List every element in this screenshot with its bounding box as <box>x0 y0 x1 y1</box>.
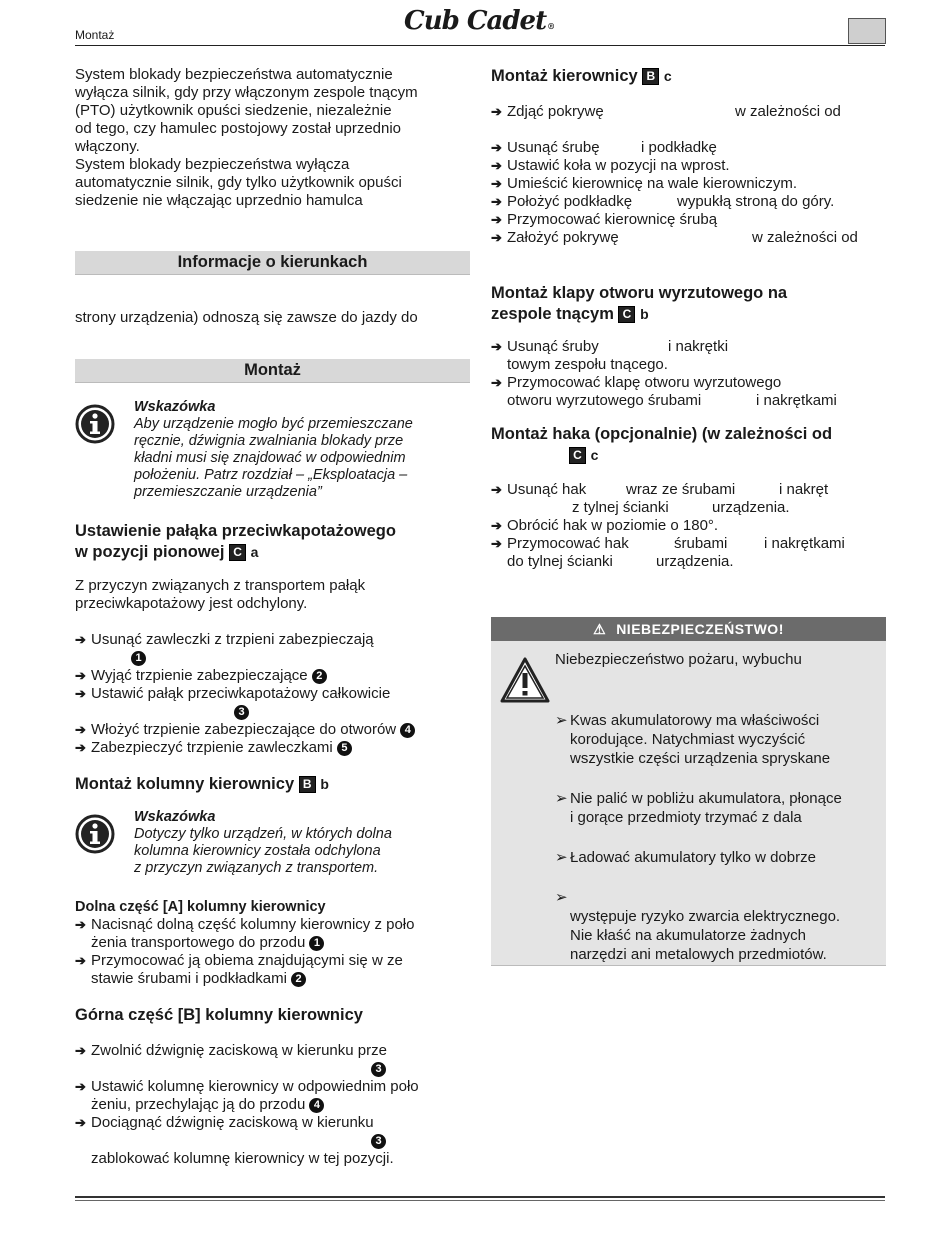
step <box>75 739 470 757</box>
step-text: i nakrętkami <box>764 535 845 552</box>
step <box>75 1078 470 1096</box>
figure-label: C <box>569 447 586 464</box>
danger-line: Ładować akumulatory tylko w dobrze <box>570 849 816 866</box>
step-text: i nakręt <box>779 481 829 498</box>
danger-bullet <box>555 789 881 827</box>
note-line: ręcznie, dźwignia zwalniania blokady prze <box>134 433 404 449</box>
brand-logo-text: Cub Cadet <box>404 6 547 36</box>
intro-line: System blokady bezpieczeństwa automatycznie <box>75 66 393 83</box>
step <box>491 175 886 193</box>
step-text: Dociągnąć dźwignię zaciskową w kierunku <box>91 1114 374 1131</box>
arrow-icon: ➔ <box>75 668 86 683</box>
step <box>491 374 886 392</box>
arrow-icon: ➔ <box>491 176 502 191</box>
right-column <box>491 66 886 571</box>
step-text: Zdjąć pokrywę <box>507 103 604 120</box>
header-section-title: Montaż <box>75 28 115 42</box>
danger-line: Nie palić w pobliżu akumulatora, płonące <box>570 790 842 807</box>
figure-label: B <box>642 68 659 85</box>
step <box>491 229 886 247</box>
step-text: Ustawić koła w pozycji na wprost. <box>507 157 730 174</box>
step-cont <box>75 703 470 721</box>
figure-sub: b <box>640 306 649 322</box>
note-line: kolumna kierownicy została odchylona <box>134 843 381 859</box>
rollbar-intro: przeciwkapotażowy jest odchylony. <box>75 595 308 612</box>
callout-number: 3 <box>234 705 249 720</box>
step-cont <box>75 1150 470 1168</box>
step-text: Przymocować hak <box>507 535 629 552</box>
wheel-heading <box>491 66 886 87</box>
figure-sub: b <box>320 776 329 792</box>
step-cont <box>75 934 470 952</box>
callout-number: 2 <box>291 972 306 987</box>
callout-number: 5 <box>337 741 352 756</box>
intro-line: automatycznie silnik, gdy tylko użytkownik opuści <box>75 174 402 191</box>
step-text: zablokować kolumnę kierownicy w tej pozycji. <box>91 1150 394 1167</box>
arrow-icon: ➔ <box>491 140 502 155</box>
callout-number: 4 <box>400 723 415 738</box>
intro-line: od tego, czy hamulec postojowy został uprzednio <box>75 120 402 137</box>
figure-sub: a <box>250 544 259 560</box>
step <box>491 535 886 553</box>
step <box>75 721 470 739</box>
arrow-icon: ➔ <box>75 917 86 932</box>
step-text: Wyjąć trzpienie zabezpieczające <box>91 667 308 684</box>
step-text: żenia transportowego do przodu <box>91 934 306 951</box>
step-text: Usunąć śrubę <box>507 139 600 156</box>
step <box>491 338 886 356</box>
danger-line-empty <box>555 888 881 907</box>
column-heading-text: Montaż kolumny kierownicy <box>75 775 295 793</box>
danger-bullet <box>555 888 881 964</box>
callout-number: 1 <box>309 936 324 951</box>
step-text: Przymocować kierownicę śrubą <box>507 211 718 228</box>
note-line: Dotyczy tylko urządzeń, w których dolna <box>134 826 392 842</box>
step-text: otworu wyrzutowego śrubami <box>507 392 702 409</box>
intro-line: (PTO) użytkownik opuści siedzenie, niezależnie <box>75 102 392 119</box>
step-cont <box>75 1132 470 1150</box>
danger-line: Kwas akumulatorowy ma właściwości <box>570 712 820 729</box>
figure-sub: c <box>663 68 672 84</box>
header-rule <box>75 45 885 46</box>
arrow-icon: ➔ <box>75 632 86 647</box>
danger-box <box>491 617 886 966</box>
intro-paragraph <box>75 66 470 210</box>
note-line: kładni musi się znajdować w odpowiednim <box>134 450 406 466</box>
intro-line: włączony. <box>75 138 140 155</box>
step-text: Przymocować ją obiema znajdującymi się w ze <box>91 952 403 969</box>
step-text: Umieścić kierownicę na wale kierowniczym. <box>507 175 798 192</box>
warning-triangle-icon: ⚠ <box>593 621 607 637</box>
arrow-icon: ➔ <box>75 1043 86 1058</box>
rollbar-steps <box>75 631 470 757</box>
step <box>491 211 886 229</box>
left-column <box>75 66 470 1168</box>
flap-heading-text: zespole tnącym <box>491 305 614 323</box>
danger-line: wszystkie części urządzenia spryskane <box>570 750 831 767</box>
rollbar-heading: Ustawienie pałąka przeciwkapotażowego <box>75 522 396 540</box>
step-cont <box>491 499 886 517</box>
step-text: z tylnej ścianki <box>572 499 669 516</box>
danger-line: występuje ryzyko zwarcia elektrycznego. <box>570 908 841 925</box>
note-title: Wskazówka <box>134 809 216 825</box>
step-text: do tylnej ścianki <box>507 553 613 570</box>
step-text: Usunąć hak <box>507 481 587 498</box>
brand-logo <box>404 6 574 36</box>
figure-label: C <box>229 544 246 561</box>
step-text: Ustawić pałąk przeciwkapotażowy całkowicie <box>91 685 391 702</box>
hook-heading: Montaż haka (opcjonalnie) (w zależności od <box>491 425 833 443</box>
arrow-icon: ➔ <box>491 518 502 533</box>
step-text: Usunąć śruby <box>507 338 599 355</box>
step-cont <box>75 649 470 667</box>
step-cont <box>75 1060 470 1078</box>
flap-heading-2 <box>491 304 886 325</box>
arrow-icon: ➔ <box>75 1115 86 1130</box>
danger-line: narzędzi ani metalowych przedmiotów. <box>570 946 827 963</box>
callout-number: 1 <box>131 651 146 666</box>
step-text: w zależności od <box>752 229 858 246</box>
arrow-icon: ➔ <box>491 158 502 173</box>
arrow-icon: ➔ <box>75 953 86 968</box>
flap-heading: Montaż klapy otworu wyrzutowego na <box>491 284 788 302</box>
figure-label: C <box>618 306 635 323</box>
hook-steps <box>491 481 886 571</box>
wheel-steps <box>491 139 886 247</box>
directions-text: strony urządzenia) odnoszą się zawsze do jazdy do <box>75 309 418 326</box>
chevron-right-icon: ➢ <box>555 849 568 866</box>
flap-steps <box>491 338 886 410</box>
arrow-icon: ➔ <box>75 686 86 701</box>
rollbar-heading-text: w pozycji pionowej <box>75 543 225 561</box>
danger-bullet <box>555 711 881 768</box>
figure-sub: c <box>590 447 599 463</box>
chevron-right-icon: ➢ <box>555 712 568 729</box>
step <box>491 481 886 499</box>
danger-line: i gorące przedmioty trzymać z dala <box>570 809 802 826</box>
note-title: Wskazówka <box>134 399 216 415</box>
step-text: i podkładkę <box>641 139 717 156</box>
upper-steps <box>75 1042 470 1168</box>
step <box>75 1114 470 1132</box>
step-text: Przymocować klapę otworu wyrzutowego <box>507 374 782 391</box>
step-text: Usunąć zawleczki z trzpieni zabezpieczają <box>91 631 374 648</box>
step-text: Ustawić kolumnę kierownicy w odpowiednim poło <box>91 1078 419 1095</box>
callout-number: 3 <box>371 1062 386 1077</box>
step-text: Zabezpieczyć trzpienie zawleczkami <box>91 739 333 756</box>
intro-line: wyłącza silnik, gdy przy włączonym zespole tnącym <box>75 84 418 101</box>
step <box>75 631 470 649</box>
note-transport-lever <box>75 399 470 501</box>
hook-heading-2 <box>491 445 886 466</box>
step-text: Włożyć trzpienie zabezpieczające do otworów <box>91 721 397 738</box>
step-text: Nacisnąć dolną część kolumny kierownicy z poło <box>91 916 415 933</box>
arrow-icon: ➔ <box>491 375 502 390</box>
step-text: Położyć podkładkę <box>507 193 633 210</box>
step <box>75 685 470 703</box>
step-cont <box>491 356 886 374</box>
arrow-icon: ➔ <box>491 212 502 227</box>
warning-triangle-icon <box>500 657 550 703</box>
danger-header <box>491 617 886 641</box>
step-text: Obrócić hak w poziomie o 180°. <box>507 517 719 534</box>
intro-line: System blokady bezpieczeństwa wyłącza <box>75 156 350 173</box>
note-line: Aby urządzenie mogło być przemieszczane <box>134 416 413 432</box>
column-heading <box>75 774 470 795</box>
arrow-icon: ➔ <box>491 230 502 245</box>
arrow-icon: ➔ <box>491 482 502 497</box>
step-text: wraz ze śrubami <box>626 481 736 498</box>
step-cont <box>491 392 886 410</box>
danger-line: Nie kłaść na akumulatorze żadnych <box>570 927 806 944</box>
info-icon <box>75 404 115 444</box>
note-line: przemieszczanie urządzenia” <box>134 484 322 500</box>
step-text: Zwolnić dźwignię zaciskową w kierunku prze <box>91 1042 387 1059</box>
step-text: towym zespołu tnącego. <box>507 356 668 373</box>
step <box>491 139 886 157</box>
footer-rule <box>75 1196 885 1198</box>
arrow-icon: ➔ <box>75 722 86 737</box>
danger-heading: NIEBEZPIECZEŃSTWO! <box>616 621 784 637</box>
callout-number: 3 <box>371 1134 386 1149</box>
step-cont <box>75 1096 470 1114</box>
rollbar-intro: Z przyczyn związanych z transportem pałąk <box>75 577 366 594</box>
note-line: z przyczyn związanych z transportem. <box>134 860 379 876</box>
rollbar-heading-2 <box>75 542 470 563</box>
danger-main-text: Niebezpieczeństwo pożaru, wybuchu <box>555 651 802 668</box>
intro-line: siedzenie nie włączając uprzednio hamulca <box>75 192 363 209</box>
arrow-icon: ➔ <box>491 536 502 551</box>
lower-column-heading: Dolna część [A] kolumny kierownicy <box>75 899 326 915</box>
step-text: stawie śrubami i podkładkami <box>91 970 287 987</box>
note-line: położeniu. Patrz rozdział – „Eksploatacja – <box>134 467 408 483</box>
callout-number: 4 <box>309 1098 324 1113</box>
step-text: Założyć pokrywę <box>507 229 619 246</box>
registered-mark: ® <box>547 21 555 31</box>
danger-bullet <box>555 848 881 867</box>
page-tab-box <box>848 18 886 44</box>
chevron-right-icon: ➢ <box>555 790 568 807</box>
wheel-heading-text: Montaż kierownicy <box>491 67 638 85</box>
upper-column-heading: Górna część [B] kolumny kierownicy <box>75 1006 363 1024</box>
step-text: wypukłą stroną do góry. <box>677 193 835 210</box>
step <box>491 193 886 211</box>
figure-label: B <box>299 776 316 793</box>
step-cont <box>75 970 470 988</box>
step-text: i nakrętki <box>668 338 729 355</box>
arrow-icon: ➔ <box>491 104 502 119</box>
arrow-icon: ➔ <box>491 339 502 354</box>
arrow-icon: ➔ <box>491 194 502 209</box>
arrow-icon: ➔ <box>75 1079 86 1094</box>
info-icon <box>75 814 115 854</box>
section-band-assembly: Montaż <box>75 359 470 383</box>
arrow-icon: ➔ <box>75 740 86 755</box>
chevron-right-icon: ➢ <box>555 889 568 906</box>
step <box>75 1042 470 1060</box>
step-cont <box>491 553 886 571</box>
step <box>75 952 470 970</box>
step-text: i nakrętkami <box>756 392 837 409</box>
step-text: w zależności od <box>735 103 841 120</box>
note-transport-column <box>75 809 470 877</box>
step-text: śrubami <box>674 535 728 552</box>
step <box>491 103 886 121</box>
step <box>491 157 886 175</box>
footer-rule-thin <box>75 1200 885 1201</box>
step <box>75 916 470 934</box>
section-band-directions: Informacje o kierunkach <box>75 251 470 275</box>
step <box>75 667 470 685</box>
step <box>491 517 886 535</box>
callout-number: 2 <box>312 669 327 684</box>
step-text: żeniu, przechylając ją do przodu <box>91 1096 306 1113</box>
danger-line: korodujące. Natychmiast wyczyścić <box>570 731 806 748</box>
step-text: urządzenia. <box>712 499 790 516</box>
step-text: urządzenia. <box>656 553 734 570</box>
